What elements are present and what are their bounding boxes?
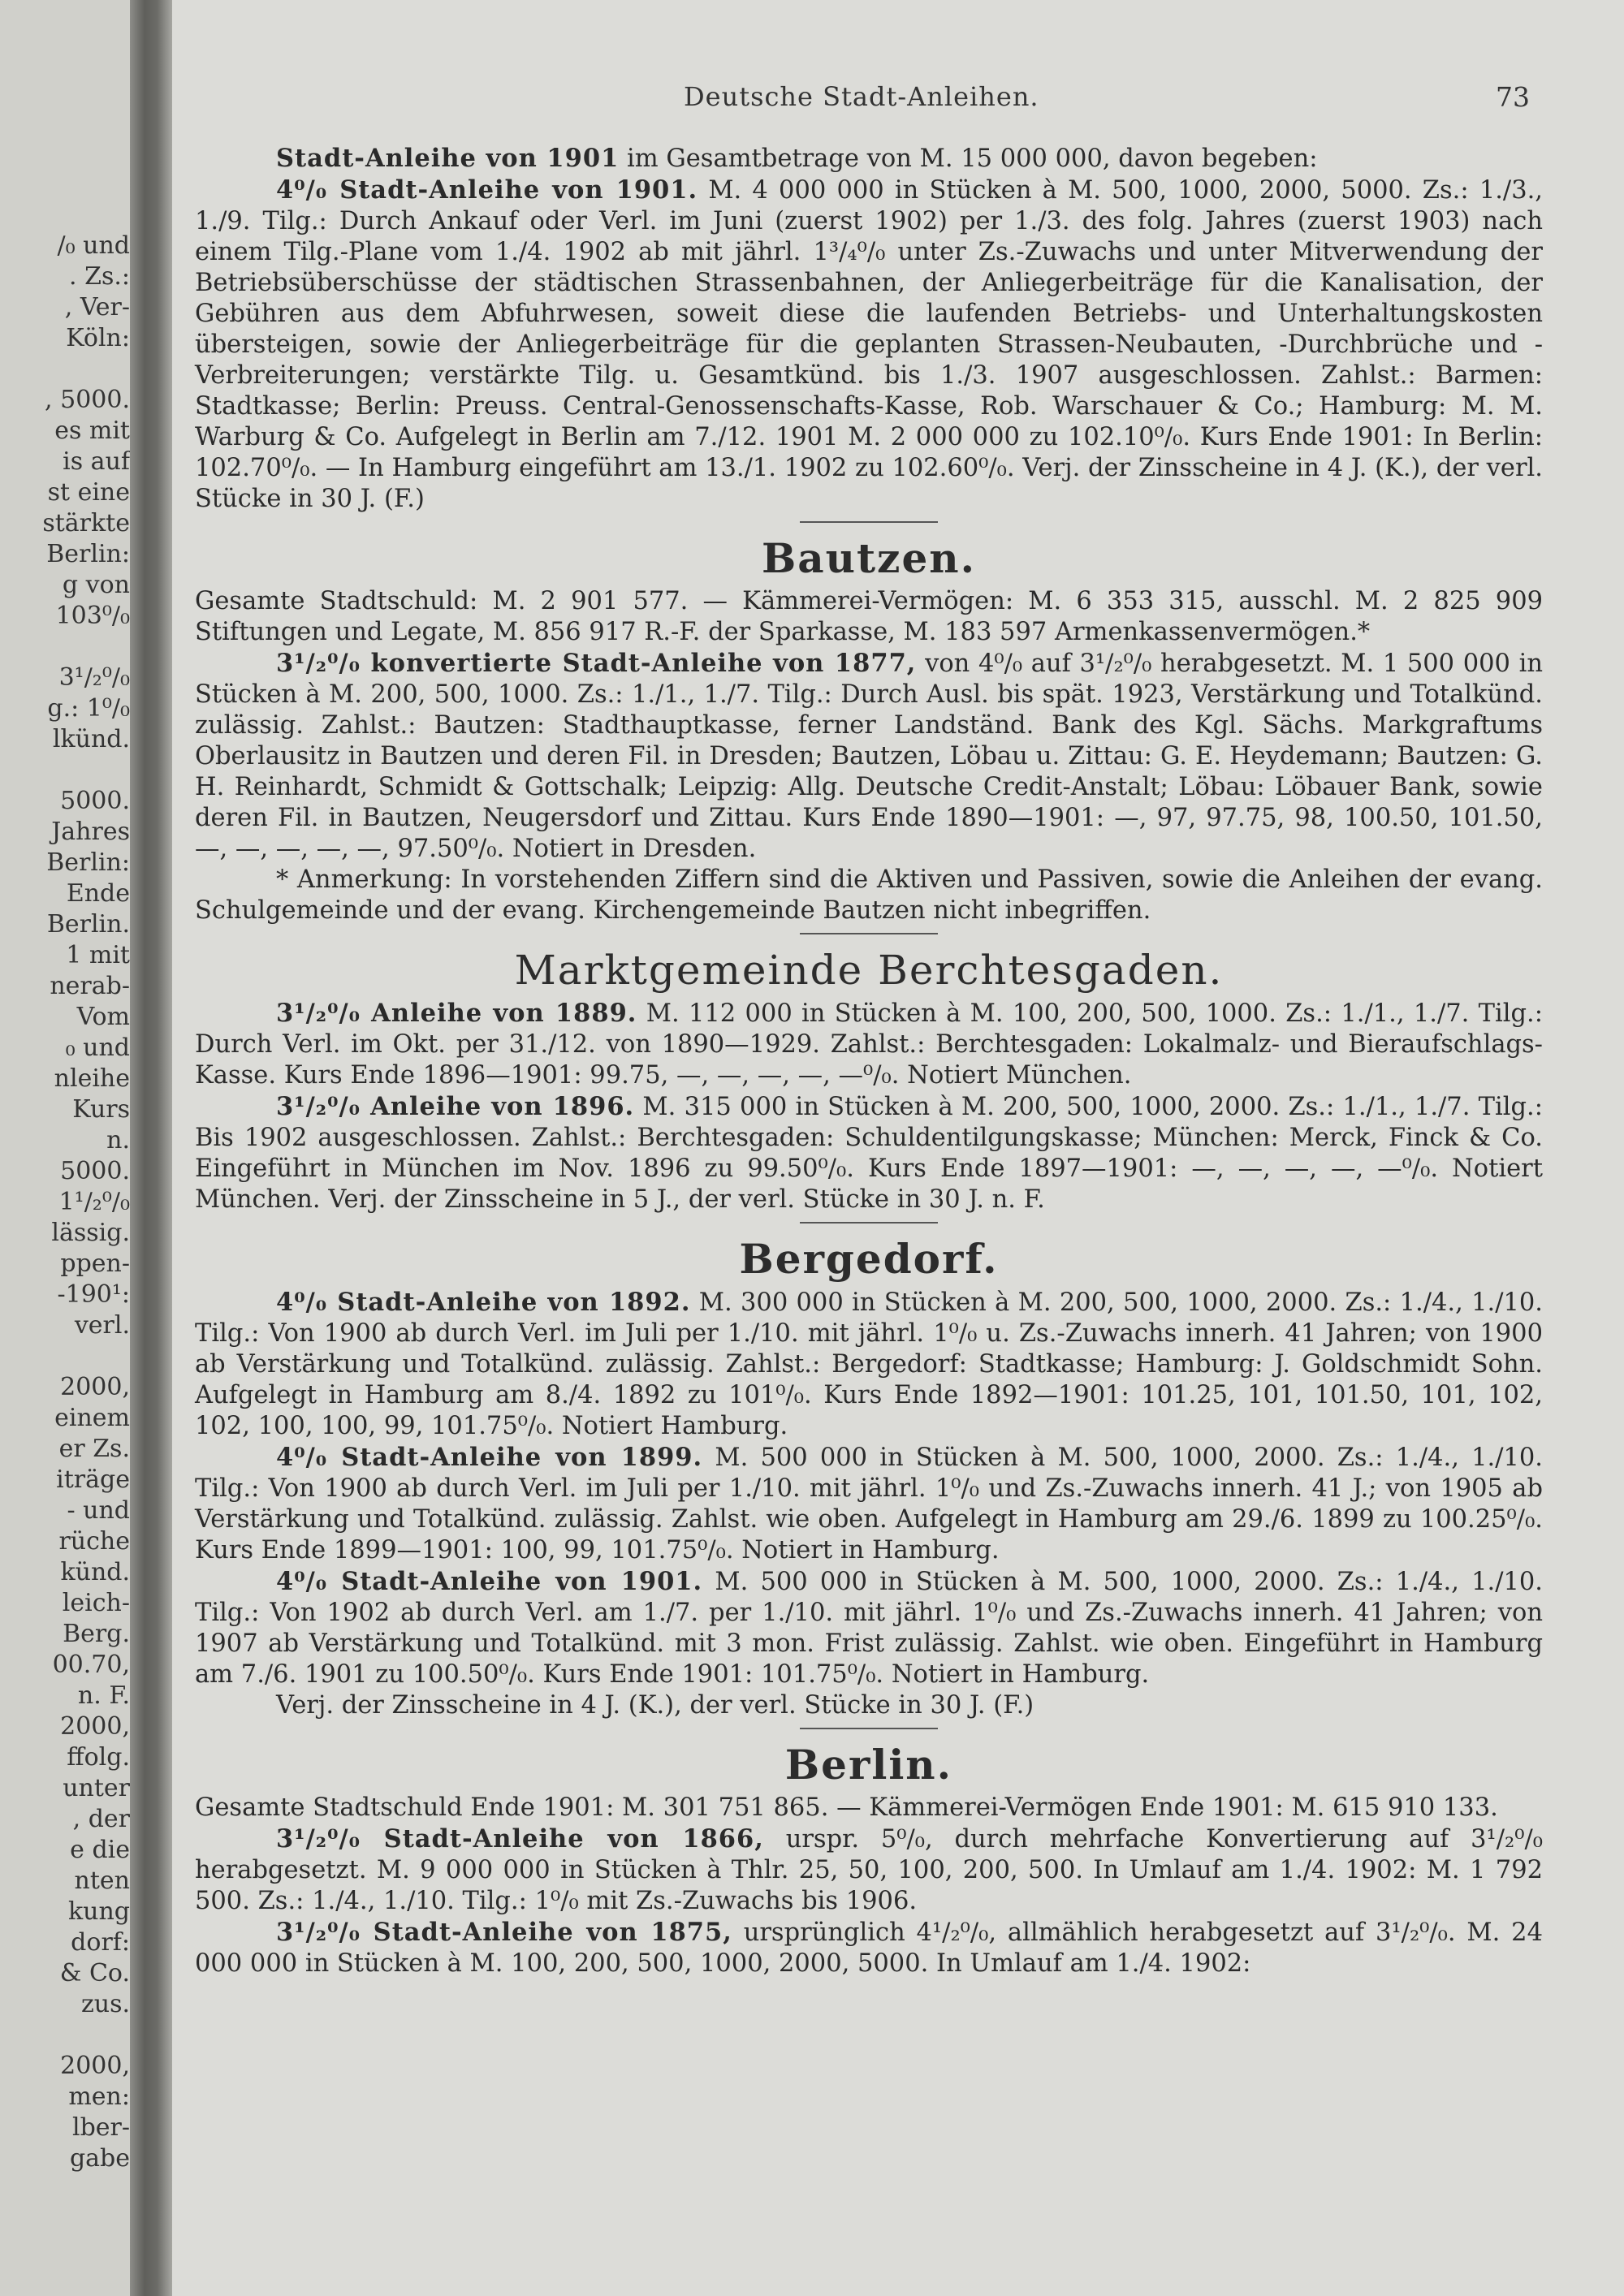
previous-page-fragment: , 5000. (45, 386, 130, 414)
loan-title: 4⁰/₀ Stadt-Anleihe von 1899. (276, 1443, 703, 1472)
city-heading: Marktgemeinde Berchtesgaden. (514, 947, 1224, 994)
previous-page-fragment: nten (74, 1867, 130, 1895)
loan-paragraph (195, 1287, 1543, 1442)
loan-title: 3¹/₂⁰/₀ Stadt-Anleihe von 1866, (276, 1824, 764, 1854)
previous-page-fragment: is auf (63, 447, 130, 476)
previous-page-fragment: es mit (54, 416, 130, 445)
previous-page-fragment: 3¹/₂⁰/₀ (58, 663, 130, 692)
loan-title: 3¹/₂⁰/₀ Stadt-Anleihe von 1875, (276, 1918, 732, 1947)
section-divider (800, 1222, 938, 1224)
debt-summary (195, 586, 1543, 648)
previous-page-fragment: n. (106, 1126, 130, 1154)
previous-page-fragment: st eine (47, 478, 130, 507)
previous-page-fragment: /₀ und (57, 231, 130, 260)
loan-title: 3¹/₂⁰/₀ Anleihe von 1889. (276, 999, 637, 1028)
running-title: Deutsche Stadt-Anleihen. (684, 81, 1039, 112)
previous-page-fragment: g.: 1⁰/₀ (47, 694, 130, 723)
summary-text: Gesamte Stadtschuld: M. 2 901 577. — Kämmerei-Vermögen: M. 6 353 315, ausschl. M. 2 825 909 Stiftungen und Legate, M. 856 917 R.-F. der Sparkasse, M. 183 597 Armenkassenvermögen.* (195, 587, 1543, 646)
previous-page-fragment: ppen- (60, 1249, 130, 1278)
loan-text: von 4⁰/₀ auf 3¹/₂⁰/₀ herabgesetzt. M. 1 500 000 in Stücken à M. 200, 500, 1000. Zs.: 1./1., 1./7. Tilg.: Durch Ausl. bis spät. 1923, Verstärkung und Totalkünd. zulässig. Zahlst.: Bautzen: Stadthauptkasse, ferner Landständ. Bank des Kgl. Sächs. Markgraftums Oberlausitz in Bautzen und deren Fil. in Dresden; Bautzen, Löbau u. Zittau: G. E. Heydemann; Bautzen: G. H. Reinhardt, Schmidt & Gottschalk; Leipzig: Allg. Deutsche Credit-Anstalt; Löbau: Löbauer Bank, sowie deren Fil. in Bautzen, Neugersdorf und Zittau. Kurs Ende 1890—1901: —, 97, 97.75, 98, 100.50, 101.50, —, —, —, —, —, 97.50⁰/₀. Notiert in Dresden. (195, 650, 1544, 863)
loan-paragraph (195, 1442, 1543, 1566)
loan-paragraph (195, 998, 1543, 1091)
previous-page-fragment: gabe (69, 2144, 130, 2173)
previous-page-fragment: verl. (74, 1311, 130, 1340)
previous-page-fragment: iträge (56, 1465, 130, 1494)
previous-page-fragment: Berlin. (46, 910, 130, 939)
loan-paragraph (195, 1823, 1543, 1917)
previous-page-fragment: ₀ und (65, 1034, 130, 1062)
previous-page-fragment: dorf: (71, 1928, 130, 1957)
previous-page-fragment: Jahres (51, 818, 130, 846)
previous-page-fragment: lber- (71, 2113, 130, 2142)
section-bergedorf (195, 1235, 1543, 1729)
footnote-text: * Anmerkung: In vorstehenden Ziffern sind die Aktiven und Passiven, sowie die Anleihen der evang. Schulgemeinde und der evang. Kirchengemeinde Bautzen nicht inbegriffen. (195, 865, 1543, 925)
loan-title: 3¹/₂⁰/₀ Anleihe von 1896. (276, 1092, 635, 1121)
previous-page-fragment: 1 mit (66, 941, 130, 969)
section-berchtesgaden (195, 946, 1543, 1224)
loan-paragraph (195, 175, 1543, 515)
loan-paragraph (195, 1566, 1543, 1690)
previous-page-fragment: men: (68, 2082, 130, 2111)
previous-page-fragment: nleihe (54, 1064, 130, 1093)
summary-text: Gesamte Stadtschuld Ende 1901: M. 301 751 865. — Kämmerei-Vermögen Ende 1901: M. 615 910 133. (195, 1793, 1498, 1822)
loan-text: M. 4 000 000 in Stücken à M. 500, 1000, 2000, 5000. Zs.: 1./3., 1./9. Tilg.: Durch Ankauf oder Verl. im Juni (zuerst 1902) per 1./3. des folg. Jahres (zuerst 1903) nach einem Tilg.-Plane vom 1./4. 1902 ab mit jährl. 1³/₄⁰/₀ unter Zs.-Zuwachs und unter Mitverwendung der Betriebsüberschüsse der städtischen Strassenbahnen, der Anliegerbeiträge für die Kanalisation, der Gebühren aus dem Abfuhrwesen, soweit diese die laufenden Betriebs- und Unterhaltungskosten übersteigen, sowie der Anliegerbeiträge für die geplanten Strassen-Neubauten, -Durchbrüche und -Verbreiterungen; verstärkte Tilg. u. Gesamtkünd. bis 1./3. 1907 ausgeschlossen. Zahlst.: Barmen: Stadtkasse; Berlin: Preuss. Central-Genossenschafts-Kasse, Rob. Warschauer & Co.; Hamburg: M. M. Warburg & Co. Aufgelegt in Berlin am 7./12. 1901 M. 2 000 000 zu 102.10⁰/₀. Kurs Ende 1901: In Berlin: 102.70⁰/₀. — In Hamburg eingeführt am 13./1. 1902 zu 102.60⁰/₀. Verj. der Zinsscheine in 4 J. (K.), der verl. Stücke in 30 J. (F.) (195, 176, 1543, 513)
previous-page-fragment: nerab- (50, 972, 130, 1000)
previous-page-fragment: & Co. (59, 1959, 130, 1987)
loan-text: M. 300 000 in Stücken à M. 200, 500, 1000, 2000. Zs.: 1./4., 1./10. Tilg.: Von 1900 ab durch Verl. im Juli per 1./10. mit jährl. 1⁰/₀ u. Zs.-Zuwachs innerh. 41 Jahren; von 1900 ab Verstärkung und Totalkünd. zulässig. Zahlst.: Bergedorf: Stadtkasse; Hamburg: J. Goldschmidt Sohn. Aufgelegt in Hamburg am 8./4. 1892 zu 101⁰/₀. Kurs Ende 1892—1901: 101.25, 101, 101.50, 101, 102, 102, 100, 100, 99, 101.75⁰/₀. Notiert Hamburg. (195, 1288, 1543, 1440)
loan-text: M. 500 000 in Stücken à M. 500, 1000, 2000. Zs.: 1./4., 1./10. Tilg.: Von 1900 ab durch Verl. im Juli per 1./10. mit jährl. 1⁰/₀ und Zs.-Zuwachs innerh. 41 J.; von 1905 ab Verstärkung und Totalkünd. zulässig. Zahlst. wie oben. Aufgelegt in Hamburg am 29./6. 1899 zu 100.25⁰/₀. Kurs Ende 1899—1901: 100, 99, 101.75⁰/₀. Notiert in Hamburg. (195, 1444, 1543, 1564)
previous-page-fragment: stärkte (42, 509, 130, 537)
previous-page-fragment: Berg. (63, 1620, 130, 1648)
loan-text: M. 315 000 in Stücken à M. 200, 500, 1000, 2000. Zs.: 1./1., 1./7. Tilg.: Bis 1902 ausgeschlossen. Zahlst.: Berchtesgaden: Schuldentilgungskasse; München: Merck, Finck & Co. Eingeführt in München im Nov. 1896 zu 99.50⁰/₀. Kurs Ende 1897—1901: —, —, —, —, —⁰/₀. Notiert München. Verj. der Zinsscheine in 5 J., der verl. Stücke in 30 J. n. F. (195, 1093, 1543, 1214)
note-text: Verj. der Zinsscheine in 4 J. (K.), der verl. Stücke in 30 J. (F.) (276, 1691, 1034, 1720)
previous-page-fragment: e die (70, 1836, 130, 1864)
previous-page-fragment: 5000. (60, 787, 130, 815)
previous-page-fragment: . Zs.: (69, 262, 130, 291)
previous-page-fragment: - und (67, 1496, 130, 1525)
previous-page-fragment: 5000. (60, 1157, 130, 1185)
previous-page-fragment: -190¹: (57, 1280, 130, 1309)
previous-page-fragment: 1¹/₂⁰/₀ (58, 1188, 130, 1216)
loan-title: 4⁰/₀ Stadt-Anleihe von 1901. (276, 1567, 703, 1596)
loan-text: ursprünglich 4¹/₂⁰/₀, allmählich herabgesetzt auf 3¹/₂⁰/₀. M. 24 000 000 in Stücken à M. 100, 200, 500, 1000, 2000, 5000. In Umlauf am 1./4. 1902: (195, 1918, 1543, 1978)
previous-page-fragment: künd. (60, 1558, 130, 1586)
loan-paragraph (195, 143, 1543, 175)
previous-page-fragment: Berlin: (46, 540, 130, 568)
city-heading: Bergedorf. (739, 1235, 999, 1283)
previous-page-fragment: leich- (62, 1589, 130, 1617)
previous-page-fragment: Ende (66, 879, 130, 908)
previous-page-fragment: rüche (58, 1527, 130, 1556)
previous-page-fragment: zus. (80, 1990, 130, 2018)
loan-paragraph (195, 1091, 1543, 1215)
previous-page-fragment: , Ver- (64, 293, 130, 322)
previous-page-fragment: Köln: (66, 324, 130, 352)
previous-page-fragment: 2000, (60, 1373, 130, 1401)
previous-page-fragment: ffolg. (67, 1743, 130, 1772)
section-divider (800, 521, 938, 523)
previous-page-fragment: lässig. (51, 1219, 130, 1247)
limitation-note (195, 1690, 1543, 1721)
previous-page-fragment: kung (67, 1897, 130, 1926)
loan-paragraph (195, 1917, 1543, 1979)
page (172, 0, 1624, 2296)
loan-paragraph (195, 648, 1543, 865)
previous-page-fragment: g von (62, 571, 130, 599)
page-header (172, 81, 1624, 122)
loan-title: 4⁰/₀ Stadt-Anleihe von 1901. (276, 175, 698, 205)
previous-page-fragment: Kurs (72, 1095, 130, 1124)
page-number: 73 (1496, 81, 1530, 113)
previous-page-fragment: , der (72, 1805, 130, 1833)
previous-page-fragment: 00.70, (52, 1651, 130, 1679)
city-heading: Berlin. (784, 1741, 953, 1789)
previous-page-fragment: n. F. (77, 1681, 130, 1710)
previous-page-fragment: lkünd. (52, 725, 130, 753)
previous-page-fragment: 2000, (60, 2052, 130, 2080)
loan-title: Stadt-Anleihe von 1901 (276, 144, 620, 173)
previous-page-fragment: er Zs. (58, 1435, 130, 1463)
loan-text: M. 500 000 in Stücken à M. 500, 1000, 2000. Zs.: 1./4., 1./10. Tilg.: Von 1902 ab durch Verl. am 1./7. per 1./10. mit jährl. 1⁰/₀ und Zs.-Zuwachs innerh. 41 Jahren; von 1907 ab Verstärkung und Totalkünd. mit 3 mon. Frist zulässig. Zahlst. wie oben. Eingeführt in Hamburg am 7./6. 1901 zu 100.50⁰/₀. Kurs Ende 1901: 101.75⁰/₀. Notiert in Hamburg. (195, 1568, 1543, 1689)
loan-title: 3¹/₂⁰/₀ konvertierte Stadt-Anleihe von 1877, (276, 649, 917, 678)
loan-text: urspr. 5⁰/₀, durch mehrfache Konvertierung auf 3¹/₂⁰/₀ herabgesetzt. M. 9 000 000 in Stücken à Thlr. 25, 50, 100, 200, 500. In Umlauf am 1./4. 1902: M. 1 792 500. Zs.: 1./4., 1./10. Tilg.: 1⁰/₀ mit Zs.-Zuwachs bis 1906. (195, 1825, 1543, 1915)
book-gutter (130, 0, 172, 2296)
loan-text: M. 112 000 in Stücken à M. 100, 200, 500, 1000. Zs.: 1./1., 1./7. Tilg.: Durch Verl. im Okt. per 31./12. von 1890—1929. Zahlst.: Berchtesgaden: Lokalmalz- und Bieraufschlags-Kasse. Kurs Ende 1896—1901: 99.75, —, —, —, —, —⁰/₀. Notiert München. (195, 999, 1543, 1090)
page-content (195, 143, 1543, 1979)
previous-page-fragment: unter (63, 1774, 130, 1802)
previous-page-fragment: einem (54, 1404, 130, 1432)
footnote (195, 865, 1543, 926)
section-bautzen (195, 534, 1543, 934)
section-divider (800, 1728, 938, 1729)
debt-summary (195, 1793, 1543, 1823)
previous-page-fragment: Berlin: (46, 848, 130, 877)
section-berlin (195, 1741, 1543, 1979)
section-barmen-continued (195, 143, 1543, 523)
previous-page-fragment: 103⁰/₀ (55, 602, 130, 630)
loan-text: im Gesamtbetrage von M. 15 000 000, davon begeben: (619, 145, 1318, 173)
section-divider (800, 933, 938, 934)
previous-page-fragment: 2000, (60, 1712, 130, 1741)
city-heading: Bautzen. (761, 534, 977, 582)
loan-title: 4⁰/₀ Stadt-Anleihe von 1892. (276, 1288, 691, 1317)
previous-page-edge (0, 0, 136, 2296)
previous-page-fragment: Vom (76, 1003, 130, 1031)
